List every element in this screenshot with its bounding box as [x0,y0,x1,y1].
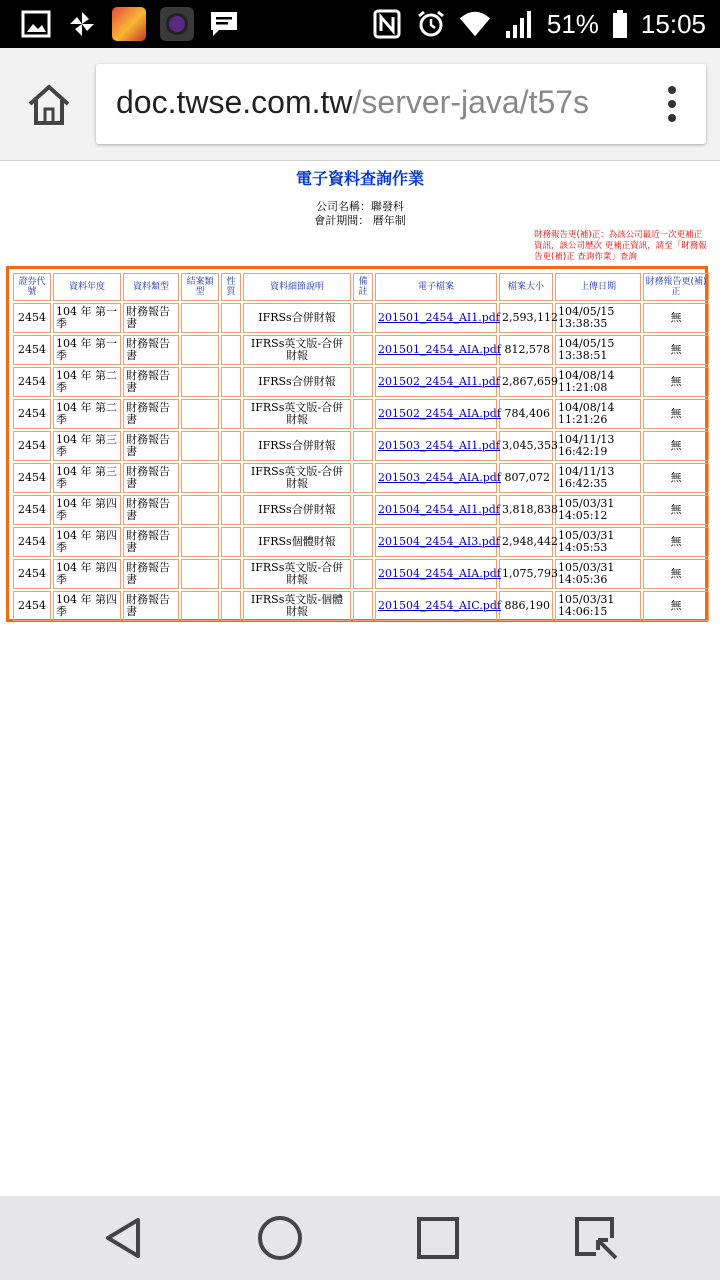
cell-nature [221,431,241,461]
cell-description: IFRSs英文版-合併財報 [243,399,351,429]
cell-year: 104 年 第一季 [53,303,121,333]
system-icons [371,6,706,42]
status-bar [0,0,720,48]
cell-amendment: 無 [643,431,709,461]
cell-type: 財務報告書 [123,495,179,525]
clock: 15:05 [640,8,706,39]
file-link[interactable]: 201501_2454_AI1.pdf [378,311,500,324]
cell-close-type [181,335,219,365]
cell-upload-date: 105/03/31 14:05:36 [555,559,641,589]
cell-file [375,303,500,333]
header-note: 備註 [353,273,373,301]
cell-amendment: 無 [643,495,709,525]
pinwheel-icon [66,8,98,40]
home-circle-icon[interactable] [256,1214,304,1262]
table-row [13,399,709,429]
cell-close-type [181,559,219,589]
cell-note [353,367,373,397]
cell-close-type [181,527,219,557]
game-app-icon [112,7,146,41]
page-title: 電子資料查詢作業 [295,169,424,188]
header-code: 證券代號 [13,273,51,301]
header-size: 檔案大小 [499,273,553,301]
cell-year: 104 年 第二季 [53,399,121,429]
cell-amendment: 無 [643,527,709,557]
cell-note [353,335,373,365]
cell-note [353,591,373,621]
cell-description: IFRSs個體財報 [243,527,351,557]
cell-nature [221,559,241,589]
recents-icon[interactable] [414,1214,462,1262]
table-row [13,431,709,461]
cell-size: 2,948,442 [499,527,553,557]
wifi-icon [459,8,491,40]
cell-amendment: 無 [643,399,709,429]
report-table-container [6,266,708,622]
cell-description: IFRSs英文版-合併財報 [243,463,351,493]
cell-nature [221,463,241,493]
cell-amendment: 無 [643,463,709,493]
file-link[interactable]: 201504_2454_AIC.pdf [378,599,501,612]
signal-icon [503,8,535,40]
cell-year: 104 年 第一季 [53,335,121,365]
cell-type: 財務報告書 [123,367,179,397]
cell-file [375,367,500,397]
cell-size: 3,818,838 [499,495,553,525]
menu-icon[interactable] [666,86,678,122]
file-link[interactable]: 201504_2454_AI1.pdf [378,503,500,516]
cell-nature [221,367,241,397]
cell-note [353,399,373,429]
cell-close-type [181,495,219,525]
cell-amendment: 無 [643,591,709,621]
file-link[interactable]: 201504_2454_AI3.pdf [378,535,500,548]
battery-percent: 51% [546,8,599,39]
company-name: 公司名稱：聯發科 [316,200,404,213]
cell-code: 2454 [13,591,51,621]
url-text[interactable] [116,84,628,121]
alarm-icon [415,8,447,40]
url-host: doc.twse.com.tw [116,84,353,120]
cell-type: 財務報告書 [123,335,179,365]
header-amendment: 財務報告更(補)正 [643,273,709,301]
amendment-notice: 財務報告更(補)正：為該公司最近一次更補正資訊，該公司歷次 更補正資訊，請至「財務報告更(補)正 查詢作業」查詢 [534,230,707,262]
cell-code: 2454 [13,303,51,333]
cell-file [375,399,501,429]
address-bar[interactable] [96,64,706,144]
cell-note [353,463,373,493]
browser-toolbar [0,48,720,161]
table-row [13,495,709,525]
cell-type: 財務報告書 [123,463,179,493]
table-row [13,303,709,333]
cell-upload-date: 104/11/13 16:42:35 [555,463,641,493]
cell-upload-date: 104/05/15 13:38:51 [555,335,641,365]
cell-note [353,559,373,589]
cell-code: 2454 [13,495,51,525]
cell-size: 807,072 [499,463,553,493]
camera-app-icon [160,7,194,41]
header-file: 電子檔案 [375,273,497,301]
cell-close-type [181,463,219,493]
header-close-type: 結案類型 [181,273,219,301]
file-link[interactable]: 201502_2454_AIA.pdf [378,407,501,420]
cell-file [375,495,500,525]
cell-close-type [181,591,219,621]
cell-year: 104 年 第三季 [53,463,121,493]
cell-type: 財務報告書 [123,399,179,429]
cell-size: 784,406 [499,399,553,429]
cell-description: IFRSs合併財報 [243,431,351,461]
cell-code: 2454 [13,527,51,557]
nfc-icon [371,8,403,40]
cell-note [353,527,373,557]
cell-upload-date: 105/03/31 14:05:53 [555,527,641,557]
cell-close-type [181,431,219,461]
file-link[interactable]: 201504_2454_AIA.pdf [378,567,501,580]
back-icon[interactable] [100,1214,148,1262]
cell-type: 財務報告書 [123,591,179,621]
cell-size: 2,867,659 [499,367,553,397]
cell-nature [221,303,241,333]
cell-nature [221,527,241,557]
table-row [13,463,709,493]
cell-year: 104 年 第四季 [53,559,121,589]
cell-code: 2454 [13,399,51,429]
cell-type: 財務報告書 [123,559,179,589]
cell-nature [221,335,241,365]
cell-upload-date: 104/11/13 16:42:19 [555,431,641,461]
cell-size: 2,593,112 [499,303,553,333]
header-upload-date: 上傳日期 [555,273,641,301]
cell-close-type [181,303,219,333]
message-icon [208,8,240,40]
table-row [13,559,709,589]
header-year: 資料年度 [53,273,121,301]
cell-file [375,527,500,557]
cell-file [375,463,501,493]
cell-code: 2454 [13,463,51,493]
file-link[interactable]: 201503_2454_AI1.pdf [378,439,500,452]
cell-nature [221,495,241,525]
cell-description: IFRSs合併財報 [243,303,351,333]
battery-icon [611,8,629,40]
notification-icons [20,6,240,42]
cell-file [375,559,501,589]
table-row [13,367,709,397]
cell-description: IFRSs英文版-合併財報 [243,335,351,365]
cell-code: 2454 [13,431,51,461]
cell-type: 財務報告書 [123,303,179,333]
cell-year: 104 年 第二季 [53,367,121,397]
cell-description: IFRSs英文版-個體財報 [243,591,351,621]
cell-file [375,431,500,461]
cell-size: 812,578 [499,335,553,365]
navigation-bar [0,1196,720,1280]
cell-amendment: 無 [643,335,709,365]
capture-icon[interactable] [572,1214,620,1262]
accounting-period: 會計期間： 曆年制 [314,214,406,227]
table-row [13,527,709,557]
cell-amendment: 無 [643,559,709,589]
cell-nature [221,591,241,621]
cell-close-type [181,367,219,397]
cell-note [353,431,373,461]
cell-size: 886,190 [499,591,553,621]
gallery-icon [20,8,52,40]
cell-description: IFRSs合併財報 [243,367,351,397]
cell-note [353,495,373,525]
cell-upload-date: 104/08/14 11:21:26 [555,399,641,429]
url-path: /server-java/t57s [352,84,590,120]
cell-file [375,591,501,621]
cell-type: 財務報告書 [123,527,179,557]
cell-upload-date: 105/03/31 14:05:12 [555,495,641,525]
file-link[interactable]: 201501_2454_AIA.pdf [378,343,501,356]
cell-size: 3,045,353 [499,431,553,461]
cell-amendment: 無 [643,303,709,333]
table-header-row [13,273,709,301]
cell-code: 2454 [13,559,51,589]
cell-code: 2454 [13,367,51,397]
cell-note [353,303,373,333]
cell-size: 1,075,793 [499,559,553,589]
cell-year: 104 年 第四季 [53,495,121,525]
header-type: 資料類型 [123,273,179,301]
cell-code: 2454 [13,335,51,365]
header-nature: 性質 [221,273,241,301]
cell-close-type [181,399,219,429]
cell-year: 104 年 第四季 [53,591,121,621]
cell-year: 104 年 第三季 [53,431,121,461]
cell-file [375,335,501,365]
home-icon[interactable] [26,82,72,128]
cell-description: IFRSs英文版-合併財報 [243,559,351,589]
cell-upload-date: 104/08/14 11:21:08 [555,367,641,397]
cell-type: 財務報告書 [123,431,179,461]
cell-upload-date: 105/03/31 14:06:15 [555,591,641,621]
file-link[interactable]: 201502_2454_AI1.pdf [378,375,500,388]
table-row [13,335,709,365]
cell-description: IFRSs合併財報 [243,495,351,525]
report-table [11,271,711,623]
cell-amendment: 無 [643,367,709,397]
cell-year: 104 年 第四季 [53,527,121,557]
table-row [13,591,709,621]
company-info [0,200,720,228]
header-description: 資料細節說明 [243,273,351,301]
file-link[interactable]: 201503_2454_AIA.pdf [378,471,501,484]
cell-upload-date: 104/05/15 13:38:35 [555,303,641,333]
cell-nature [221,399,241,429]
